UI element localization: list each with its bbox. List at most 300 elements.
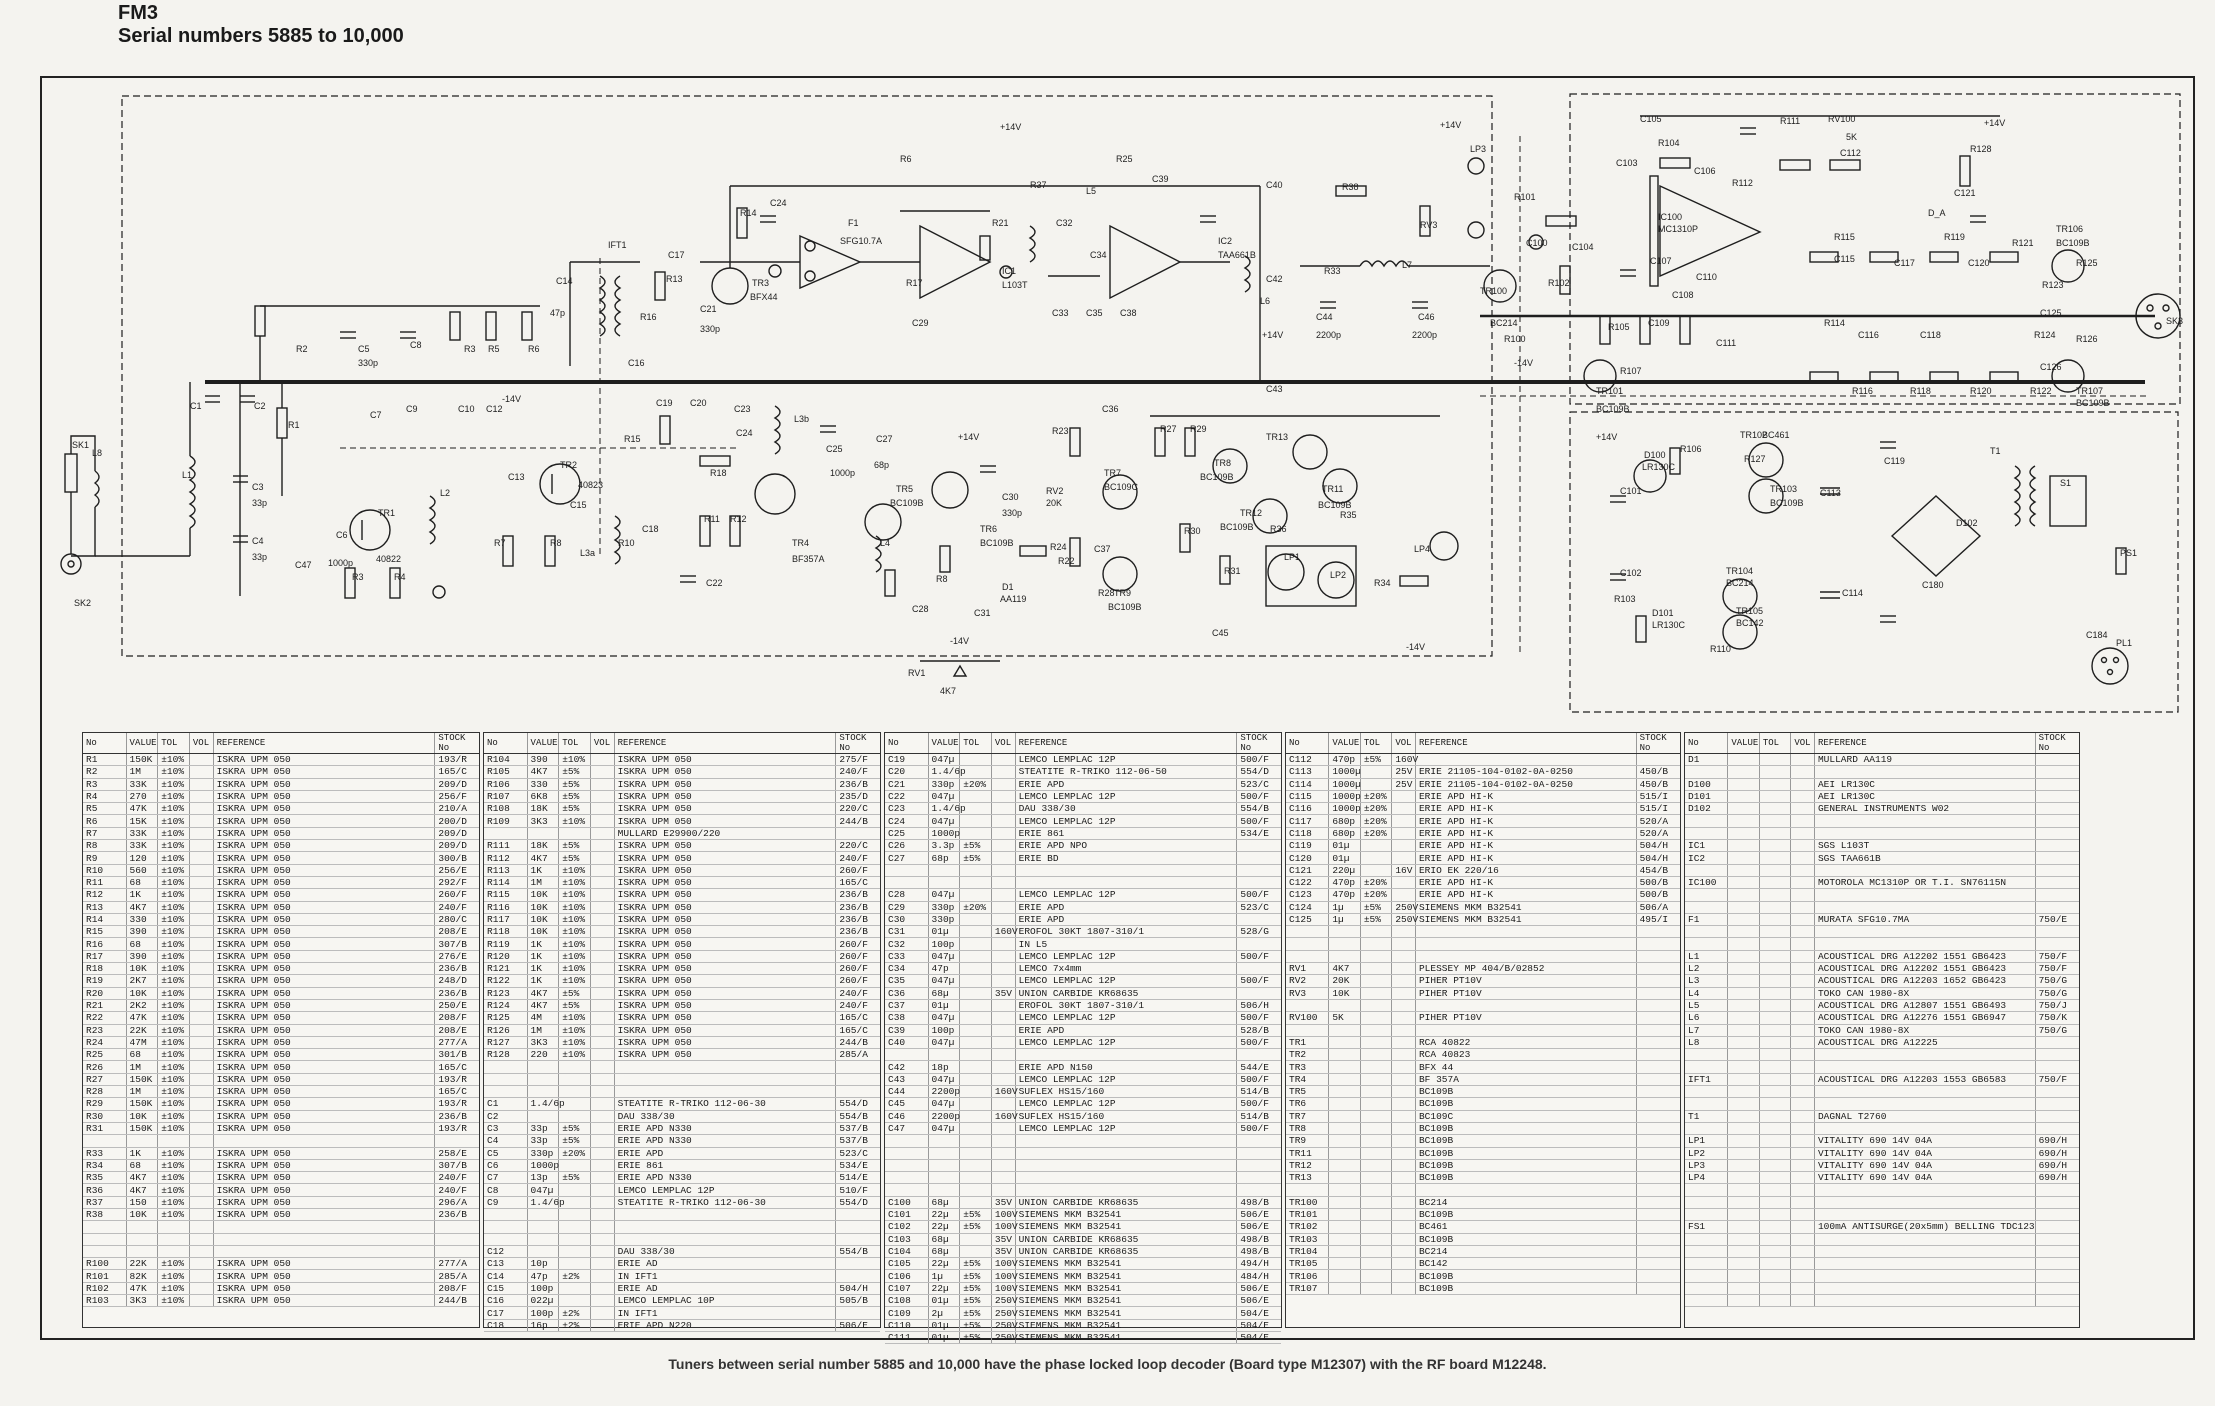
cell-reference: ISKRA UPM 050 xyxy=(214,791,436,802)
cell-stock-number xyxy=(435,1221,479,1232)
cell-value: 01µ xyxy=(929,1320,961,1331)
cell-voltage xyxy=(190,902,214,913)
cell-reference xyxy=(1815,815,2036,826)
cell-number xyxy=(1685,1283,1728,1294)
cell-value xyxy=(1728,803,1760,814)
cell-number xyxy=(1286,926,1329,937)
cell-value: 10K xyxy=(127,1111,159,1122)
cell-voltage xyxy=(591,1221,615,1232)
cell-tolerance xyxy=(960,938,992,949)
cell-value xyxy=(1728,1049,1760,1060)
cell-stock-number xyxy=(1637,1184,1680,1195)
column-header-reference: REFERENCE xyxy=(615,733,837,753)
table-row xyxy=(1286,1258,1680,1270)
cell-reference: EROFOL 30KT 1807-310/1 xyxy=(1016,1000,1238,1011)
cell-tolerance: ±5% xyxy=(960,840,992,851)
cell-tolerance xyxy=(960,889,992,900)
cell-voltage xyxy=(591,1025,615,1036)
table-row xyxy=(484,1234,880,1246)
component-label: TR12 xyxy=(1240,508,1263,518)
cell-reference xyxy=(1016,865,1238,876)
cell-tolerance: ±2% xyxy=(559,1270,591,1281)
cell-number xyxy=(1286,1000,1329,1011)
cell-stock-number: 244/B xyxy=(839,815,868,827)
cell-stock-number: 504/E xyxy=(1240,1307,1269,1319)
table-row xyxy=(1685,1148,2079,1160)
column-header-tolerance: TOL xyxy=(158,733,190,753)
component-label: +14V xyxy=(1984,118,2006,128)
cell-voltage xyxy=(1791,1172,1815,1183)
cell-stock-number xyxy=(2036,938,2079,949)
cell-reference: BC109B xyxy=(1416,1148,1637,1159)
table-row xyxy=(1685,1086,2079,1098)
component-label: C32 xyxy=(1056,218,1073,228)
cell-voltage xyxy=(591,1086,615,1097)
cell-stock-number: 494/H xyxy=(1240,1258,1269,1270)
cell-value xyxy=(1329,1197,1361,1208)
table-row xyxy=(83,1098,479,1110)
cell-tolerance xyxy=(1760,902,1792,913)
table-row xyxy=(885,1012,1281,1024)
cell-number: R107 xyxy=(484,791,528,802)
cell-stock-number: 690/H xyxy=(2038,1147,2068,1159)
cell-voltage xyxy=(591,852,615,863)
cell-voltage: 100V xyxy=(992,1209,1016,1220)
cell-stock-number: 528/G xyxy=(1240,926,1269,938)
component-label: R122 xyxy=(2030,386,2052,396)
cell-tolerance: ±10% xyxy=(158,852,190,863)
table-row xyxy=(83,754,479,766)
cell-voltage xyxy=(992,1135,1016,1146)
cell-number: C29 xyxy=(885,902,929,913)
cell-number: C102 xyxy=(885,1221,929,1232)
cell-tolerance xyxy=(1361,1172,1393,1183)
cell-value: 10K xyxy=(127,988,159,999)
cell-tolerance xyxy=(1361,1270,1393,1281)
table-row xyxy=(1685,1184,2079,1196)
cell-reference: ISKRA UPM 050 xyxy=(214,1061,436,1072)
component-label: D102 xyxy=(1956,518,1978,528)
cell-stock-number: 208/E xyxy=(438,926,467,938)
component-label: BC109B xyxy=(1200,472,1234,482)
cell-number xyxy=(1286,1025,1329,1036)
cell-reference: SIEMENS MKM B32541 xyxy=(1016,1307,1238,1318)
component-label: C22 xyxy=(706,578,723,588)
cell-reference: UNION CARBIDE KR68635 xyxy=(1016,988,1238,999)
table-row xyxy=(1685,1111,2079,1123)
cell-stock-number: 554/D xyxy=(1240,766,1269,778)
component-label: C116 xyxy=(1858,330,1879,340)
cell-value: 18K xyxy=(528,803,560,814)
cell-number: C125 xyxy=(1286,914,1329,925)
component-label: R100 xyxy=(1504,334,1526,344)
cell-stock-number: 260/F xyxy=(839,950,868,962)
table-row xyxy=(885,840,1281,852)
cell-voltage xyxy=(591,1074,615,1085)
component-label: C16 xyxy=(628,358,645,368)
column-header-stock-number: STOCK No xyxy=(1240,733,1268,753)
cell-tolerance xyxy=(559,1295,591,1306)
cell-number: C6 xyxy=(484,1160,528,1171)
table-row xyxy=(885,1148,1281,1160)
cell-value: 10K xyxy=(528,914,560,925)
component-label: F1 xyxy=(848,218,859,228)
component-label: BC109B xyxy=(890,498,924,508)
mixer-transistors xyxy=(255,306,620,598)
cell-tolerance xyxy=(960,1148,992,1159)
component-label: C113 xyxy=(1820,488,1841,498)
component-label: D1 xyxy=(1002,582,1014,592)
cell-tolerance: ±10% xyxy=(559,938,591,949)
component-label: R14 xyxy=(740,208,757,218)
component-label: TR107 xyxy=(2076,386,2104,396)
table-row xyxy=(885,852,1281,864)
component-label: BC109B xyxy=(1318,500,1352,510)
cell-value: 1K xyxy=(528,951,560,962)
cell-number: C112 xyxy=(1286,754,1329,765)
cell-voltage xyxy=(992,1184,1016,1195)
component-label: C35 xyxy=(1086,308,1103,318)
cell-value: 47K xyxy=(127,1012,159,1023)
cell-stock-number: 498/B xyxy=(1240,1196,1269,1208)
cell-number: RV2 xyxy=(1286,975,1329,986)
cell-voltage xyxy=(1791,938,1815,949)
table-row xyxy=(83,1037,479,1049)
cell-stock-number: 750/G xyxy=(2038,975,2068,987)
cell-value: 68p xyxy=(929,852,961,863)
cell-value: 330 xyxy=(127,914,159,925)
cell-number: L7 xyxy=(1685,1025,1728,1036)
cell-stock-number xyxy=(1637,1209,1680,1220)
cell-value xyxy=(528,1074,560,1085)
cell-number xyxy=(885,865,929,876)
table-header-row xyxy=(1286,733,1680,754)
cell-number: C36 xyxy=(885,988,929,999)
component-label: 4K7 xyxy=(940,686,957,696)
cell-voltage xyxy=(1791,1025,1815,1036)
cell-reference: BC109B xyxy=(1416,1123,1637,1134)
cell-reference: ERIE APD HI-K xyxy=(1416,828,1637,839)
component-label: C10 xyxy=(458,404,475,414)
cell-reference: VITALITY 690 14V 04A xyxy=(1815,1135,2036,1146)
cell-number: C101 xyxy=(885,1209,929,1220)
cell-number: R9 xyxy=(83,852,127,863)
cell-value: 22K xyxy=(127,1025,159,1036)
cell-reference: PIHER PT10V xyxy=(1416,988,1637,999)
cell-reference: ISKRA UPM 050 xyxy=(214,889,436,900)
cell-tolerance xyxy=(960,1037,992,1048)
cell-number: C121 xyxy=(1286,865,1329,876)
cell-stock-number: 500/F xyxy=(1240,1036,1269,1048)
table-row xyxy=(885,975,1281,987)
cell-value xyxy=(1329,1061,1361,1072)
cell-number: C24 xyxy=(885,815,929,826)
cell-tolerance xyxy=(1760,1283,1792,1294)
cell-value xyxy=(1728,1012,1760,1023)
cell-number xyxy=(1685,1061,1728,1072)
cell-stock-number: 500/F xyxy=(1240,1012,1269,1024)
cell-reference: GENERAL INSTRUMENTS W02 xyxy=(1815,803,2036,814)
cell-value: 4M xyxy=(528,1012,560,1023)
component-label: SFG10.7A xyxy=(840,236,883,246)
cell-number: R22 xyxy=(83,1012,127,1023)
cell-value xyxy=(1728,889,1760,900)
cell-voltage xyxy=(190,1037,214,1048)
cell-value xyxy=(1728,926,1760,937)
cell-voltage xyxy=(992,840,1016,851)
cell-reference: ISKRA UPM 050 xyxy=(214,1074,436,1085)
cell-tolerance xyxy=(158,1246,190,1257)
cell-reference: MOTOROLA MC1310P OR T.I. SN76115N xyxy=(1815,877,2036,888)
cell-stock-number: 750/F xyxy=(2038,1073,2068,1085)
cell-reference: LEMCO LEMPLAC 12P xyxy=(1016,889,1238,900)
cell-stock-number xyxy=(1637,1012,1680,1023)
cell-reference xyxy=(1815,1234,2036,1245)
cell-reference: BC109B xyxy=(1416,1270,1637,1281)
cell-stock-number: 256/E xyxy=(438,864,467,876)
table-row xyxy=(885,1172,1281,1184)
component-label: R24 xyxy=(1050,542,1067,552)
component-label: TR105 xyxy=(1736,606,1764,616)
table-row xyxy=(885,938,1281,950)
cell-number xyxy=(1286,1184,1329,1195)
cell-stock-number: 534/E xyxy=(839,1159,868,1171)
cell-value xyxy=(1728,1086,1760,1097)
cell-stock-number xyxy=(1637,963,1680,974)
cell-value xyxy=(929,1135,961,1146)
component-label: BF357A xyxy=(792,554,825,564)
cell-stock-number xyxy=(836,1061,880,1072)
cell-number: R34 xyxy=(83,1160,127,1171)
cell-value xyxy=(1728,988,1760,999)
cell-stock-number xyxy=(1637,926,1680,937)
cell-voltage xyxy=(190,1270,214,1281)
cell-voltage xyxy=(1791,1258,1815,1269)
component-label: C21 xyxy=(700,304,717,314)
cell-voltage xyxy=(591,902,615,913)
component-label: R28 xyxy=(1098,588,1115,598)
cell-voltage xyxy=(591,1123,615,1134)
component-label: 40823 xyxy=(578,480,604,490)
cell-stock-number xyxy=(836,1209,880,1220)
cell-value: 47M xyxy=(127,1037,159,1048)
cell-value xyxy=(1728,1135,1760,1146)
cell-stock-number: 244/B xyxy=(438,1295,467,1307)
cell-number xyxy=(885,1160,929,1171)
cell-voltage xyxy=(1392,1074,1416,1085)
table-row xyxy=(83,1148,479,1160)
cell-value: 1000p xyxy=(1329,803,1361,814)
component-label: C103 xyxy=(1616,158,1638,168)
cell-stock-number xyxy=(836,1307,880,1318)
cell-reference: SIEMENS MKM B32541 xyxy=(1016,1209,1238,1220)
component-label: RV100 xyxy=(1828,114,1856,124)
cell-value: 68 xyxy=(127,938,159,949)
cell-voltage: 160V xyxy=(992,1111,1016,1122)
cell-reference: VITALITY 690 14V 04A xyxy=(1815,1172,2036,1183)
cell-reference: ISKRA UPM 050 xyxy=(615,1037,837,1048)
component-label: R22 xyxy=(1058,556,1075,566)
cell-reference xyxy=(1815,1283,2036,1294)
cell-voltage xyxy=(190,938,214,949)
cell-value: 470p xyxy=(1329,877,1361,888)
cell-tolerance xyxy=(1760,1037,1792,1048)
cell-reference: ISKRA UPM 050 xyxy=(214,938,436,949)
component-label: C25 xyxy=(826,444,843,454)
cell-number: TR8 xyxy=(1286,1123,1329,1134)
cell-voltage xyxy=(1791,1074,1815,1085)
table-row xyxy=(1685,1025,2079,1037)
table-row xyxy=(83,815,479,827)
cell-tolerance xyxy=(1760,815,1792,826)
cell-reference: EROFOL 30KT 1807-310/1 xyxy=(1016,926,1238,937)
cell-number: T1 xyxy=(1685,1111,1728,1122)
component-label: C121 xyxy=(1954,188,1976,198)
cell-value xyxy=(929,865,961,876)
cell-tolerance: ±10% xyxy=(559,963,591,974)
table-row xyxy=(1685,1012,2079,1024)
table-row xyxy=(1685,1049,2079,1061)
component-label: C3 xyxy=(252,482,264,492)
table-row xyxy=(885,988,1281,1000)
cell-number: C23 xyxy=(885,803,929,814)
cell-tolerance xyxy=(559,1197,591,1208)
cell-stock-number xyxy=(1237,988,1281,999)
cell-tolerance xyxy=(960,1086,992,1097)
cell-voltage xyxy=(1791,865,1815,876)
cell-tolerance xyxy=(960,1197,992,1208)
cell-reference: ISKRA UPM 050 xyxy=(615,926,837,937)
cell-tolerance xyxy=(1760,1135,1792,1146)
cell-reference: DAU 338/30 xyxy=(615,1246,837,1257)
cell-number xyxy=(1685,1209,1728,1220)
cell-stock-number xyxy=(1237,1135,1281,1146)
cell-number xyxy=(484,1061,528,1072)
cell-voltage xyxy=(1791,1135,1815,1146)
cell-reference: ERIE BD xyxy=(1016,852,1238,863)
cell-number: TR100 xyxy=(1286,1197,1329,1208)
cell-voltage xyxy=(992,938,1016,949)
table-row xyxy=(1286,1098,1680,1110)
cell-number xyxy=(1685,828,1728,839)
cell-reference xyxy=(1016,1049,1238,1060)
cell-stock-number: 208/F xyxy=(438,1282,467,1294)
cell-tolerance xyxy=(158,1135,190,1146)
cell-voltage xyxy=(1791,1061,1815,1072)
component-label: R124 xyxy=(2034,330,2056,340)
cell-value: 047µ xyxy=(929,791,961,802)
cell-tolerance: ±5% xyxy=(960,1283,992,1294)
component-label: R128 xyxy=(1970,144,1992,154)
cell-reference: BC109B xyxy=(1416,1160,1637,1171)
cell-tolerance: ±5% xyxy=(559,1172,591,1183)
cell-stock-number: 165/C xyxy=(438,1086,467,1098)
table-row xyxy=(1286,1160,1680,1172)
cell-number: D100 xyxy=(1685,779,1728,790)
table-row xyxy=(885,1184,1281,1196)
cell-number: R116 xyxy=(484,902,528,913)
cell-voltage xyxy=(992,877,1016,888)
cell-reference: BC461 xyxy=(1416,1221,1637,1232)
cell-tolerance xyxy=(559,1074,591,1085)
component-label: R33 xyxy=(1324,266,1341,276)
cell-reference xyxy=(1416,1025,1637,1036)
cell-number: R101 xyxy=(83,1270,127,1281)
component-label: R123 xyxy=(2042,280,2064,290)
component-label: L5 xyxy=(1086,186,1097,196)
component-label: C119 xyxy=(1884,456,1905,466)
column-header-value: VALUE xyxy=(127,733,159,753)
component-label: R6 xyxy=(528,344,540,354)
cell-tolerance xyxy=(960,1184,992,1195)
component-label: C180 xyxy=(1922,580,1944,590)
cell-reference: ISKRA UPM 050 xyxy=(214,902,436,913)
cell-tolerance xyxy=(1361,938,1393,949)
cell-value: 100p xyxy=(528,1283,560,1294)
cell-number: C114 xyxy=(1286,779,1329,790)
cell-voltage xyxy=(1392,951,1416,962)
cell-reference: ISKRA UPM 050 xyxy=(615,1025,837,1036)
table-row xyxy=(885,865,1281,877)
cell-value: 330p xyxy=(929,914,961,925)
cell-tolerance: ±10% xyxy=(559,914,591,925)
cell-number: R114 xyxy=(484,877,528,888)
cell-voltage xyxy=(992,1000,1016,1011)
cell-stock-number xyxy=(1637,1246,1680,1257)
cell-stock-number: 500/F xyxy=(1240,791,1269,803)
cell-reference: STEATITE R-TRIKO 112-06-30 xyxy=(615,1098,837,1109)
table-row xyxy=(885,902,1281,914)
cell-reference: ERIE APD HI-K xyxy=(1416,840,1637,851)
cell-voltage xyxy=(591,1258,615,1269)
cell-stock-number xyxy=(1237,1160,1281,1171)
cell-voltage xyxy=(1791,889,1815,900)
cell-tolerance xyxy=(1760,1258,1792,1269)
cell-stock-number: 301/B xyxy=(438,1049,467,1061)
cell-stock-number: 260/F xyxy=(438,889,467,901)
column-header-stock-number: STOCK No xyxy=(839,733,867,753)
cell-value: 560 xyxy=(127,865,159,876)
cell-tolerance xyxy=(1760,938,1792,949)
cell-stock-number xyxy=(1237,1184,1281,1195)
cell-voltage: 250V xyxy=(992,1332,1016,1343)
cell-voltage xyxy=(591,791,615,802)
table-row xyxy=(885,1283,1281,1295)
cell-reference: ISKRA UPM 050 xyxy=(615,988,837,999)
cell-tolerance: ±10% xyxy=(559,877,591,888)
component-label: C30 xyxy=(1002,492,1019,502)
table-row xyxy=(484,828,880,840)
cell-value: 68µ xyxy=(929,1234,961,1245)
cell-number: C7 xyxy=(484,1172,528,1183)
cell-number xyxy=(1685,889,1728,900)
cell-voltage xyxy=(190,1295,214,1306)
cell-stock-number: 504/H xyxy=(1639,852,1669,864)
table-row xyxy=(1685,766,2079,778)
cell-number: L2 xyxy=(1685,963,1728,974)
table-row xyxy=(1685,840,2079,852)
cell-value: 150K xyxy=(127,754,159,765)
table-row xyxy=(1286,865,1680,877)
cell-stock-number xyxy=(2036,1197,2079,1208)
table-row xyxy=(83,1234,479,1246)
cell-tolerance xyxy=(1361,975,1393,986)
cell-number: R8 xyxy=(83,840,127,851)
cell-voltage xyxy=(992,1148,1016,1159)
cell-value: 1000µ xyxy=(1329,766,1361,777)
cell-value xyxy=(1329,1246,1361,1257)
component-label: R6 xyxy=(900,154,912,164)
